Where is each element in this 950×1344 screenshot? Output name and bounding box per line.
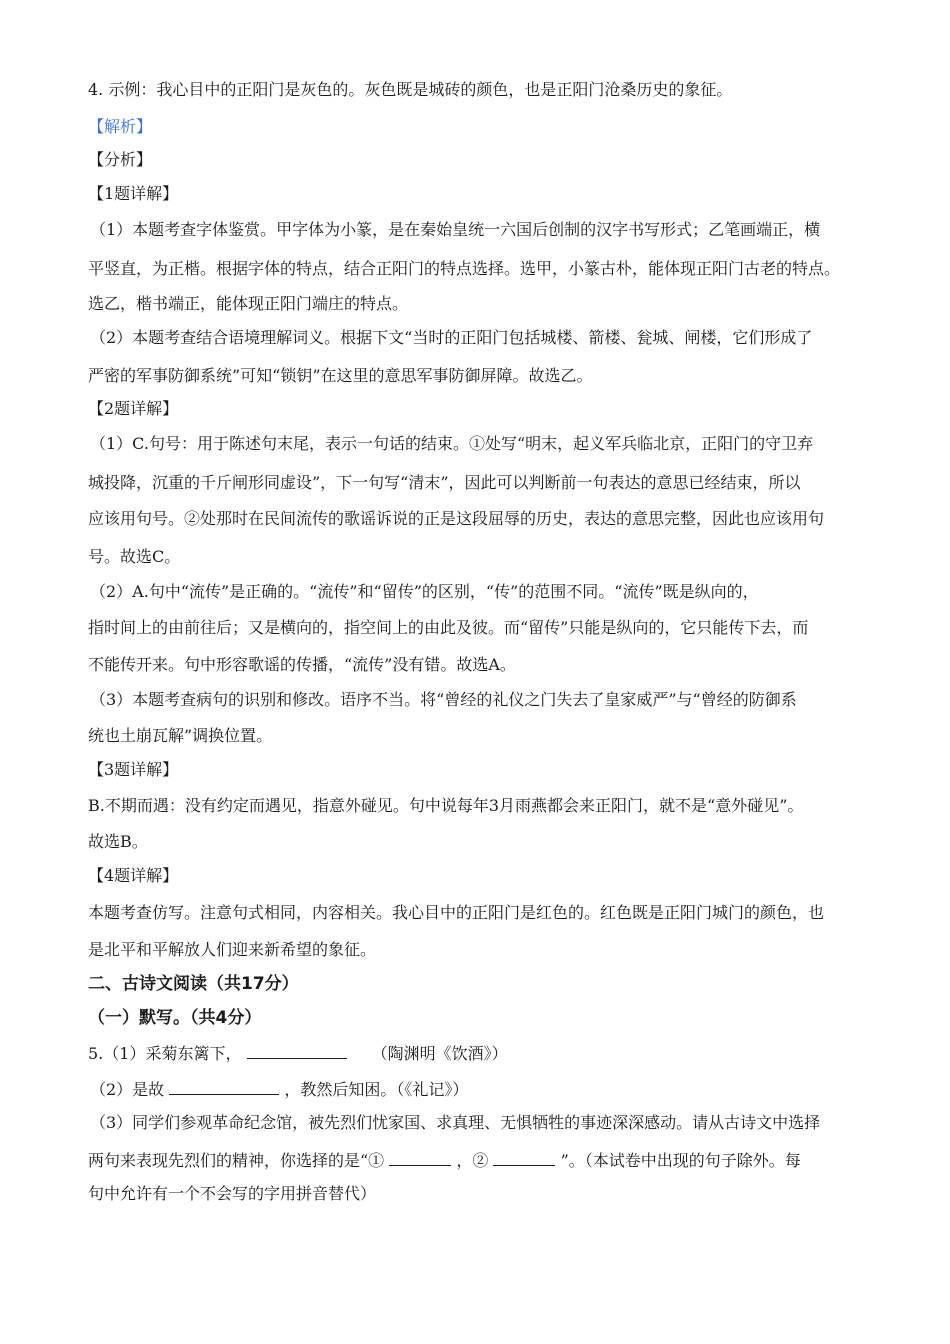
question-5-line-1	[88, 1042, 508, 1064]
paragraph-line: 号。故选C。	[88, 547, 181, 566]
paragraph-line: （1）本题考查字体鉴赏。甲字体为小篆，是在秦始皇统一六国后创制的汉字书写形式；乙笔画端正，横	[90, 220, 821, 239]
question-source: ，教然后知困。（《礼记》）	[284, 1080, 469, 1099]
question-text: ，②	[456, 1151, 489, 1170]
q1-detail-heading: 【1题详解】	[88, 184, 179, 203]
q4-detail-heading: 【4题详解】	[88, 866, 179, 885]
paragraph-line: 应该用句号。②处那时在民间流传的歌谣诉说的正是这段屈辱的历史，表达的意思完整，因此也应该用句	[88, 509, 825, 528]
paragraph-line: 严密的军事防御系统”可知“锁钥”在这里的意思军事防御屏障。故选乙。	[88, 366, 593, 385]
answer-blank[interactable]	[247, 1042, 347, 1059]
paragraph-line: 故选B。	[88, 832, 148, 851]
question-5-line-4	[88, 1149, 801, 1171]
analysis-label: 【解析】	[88, 117, 153, 136]
answer-blank-1[interactable]	[389, 1149, 451, 1166]
section-2-heading: 二、古诗文阅读（共17分）	[88, 974, 299, 994]
fenxi-label: 【分析】	[88, 150, 153, 169]
q3-detail-heading: 【3题详解】	[88, 760, 179, 779]
answer-blank[interactable]	[169, 1078, 279, 1095]
paragraph-line: （1）C.句号：用于陈述句末尾，表示一句话的结束。①处写“明末，起义军兵临北京，正阳门的守卫弃	[90, 434, 814, 453]
paragraph-line: 是北平和平解放人们迎来新希望的象征。	[88, 940, 377, 959]
paragraph-line: （2）本题考查结合语境理解词义。根据下文“当时的正阳门包括城楼、箭楼、瓮城、闸楼，它们形成了	[90, 328, 813, 347]
q2-detail-heading: 【2题详解】	[88, 399, 179, 418]
answer-blank-2[interactable]	[493, 1149, 555, 1166]
paragraph-line: 本题考查仿写。注意句式相同，内容相关。我心目中的正阳门是红色的。红色既是正阳门城门的颜色，也	[88, 903, 825, 922]
question-text: （2）是故	[90, 1080, 165, 1099]
paragraph-line: （3）本题考查病句的识别和修改。语序不当。将“曾经的礼仪之门失去了皇家威严”与“曾经的防御系	[90, 690, 797, 709]
paragraph-line: 不能传开来。句中形容歌谣的传播，“流传”没有错。故选A。	[88, 655, 516, 674]
paragraph-line: 句中允许有一个不会写的字用拼音替代）	[88, 1184, 377, 1203]
paragraph-line: 指时间上的由前往后；又是横向的，指空间上的由此及彼。而“留传”只能是纵向的，它只能传下去，而	[88, 618, 809, 637]
question-source: （陶渊明《饮酒》）	[371, 1044, 508, 1063]
question-text: 5.（1）采菊东篱下，	[88, 1044, 242, 1063]
paragraph-line: 城投降，沉重的千斤闸形同虚设”，下一句写“清末”，因此可以判断前一句表达的意思已经结束，所以	[88, 473, 801, 492]
answer-4-example: 4. 示例：我心目中的正阳门是灰色的。灰色既是城砖的颜色，也是正阳门沧桑历史的象征。	[88, 80, 733, 99]
paragraph-line: （3）同学们参观革命纪念馆，被先烈们忧家国、求真理、无惧牺牲的事迹深深感动。请从古诗文中选择	[90, 1113, 821, 1132]
paragraph-line: 选乙，楷书端正，能体现正阳门端庄的特点。	[88, 294, 409, 313]
subsection-1-heading: （一）默写。（共4分）	[88, 1008, 262, 1028]
paragraph-line: 平竖直，为正楷。根据字体的特点，结合正阳门的特点选择。选甲，小篆古朴，能体现正阳门古老的特点。	[88, 259, 841, 278]
paragraph-line: 统也土崩瓦解”调换位置。	[88, 726, 273, 745]
question-text: 两句来表现先烈们的精神，你选择的是“①	[88, 1151, 385, 1170]
paragraph-line: （2）A.句中“流传”是正确的。“流传”和“留传”的区别，“传”的范围不同。“流传”既是纵向的，	[90, 582, 759, 601]
question-text: ”。（本试卷中出现的句子除外。每	[560, 1151, 801, 1170]
paragraph-line: B.不期而遇：没有约定而遇见，指意外碰见。句中说每年3月雨燕都会来正阳门，就不是“意外碰见”。	[88, 796, 804, 815]
question-5-line-2	[90, 1078, 468, 1100]
